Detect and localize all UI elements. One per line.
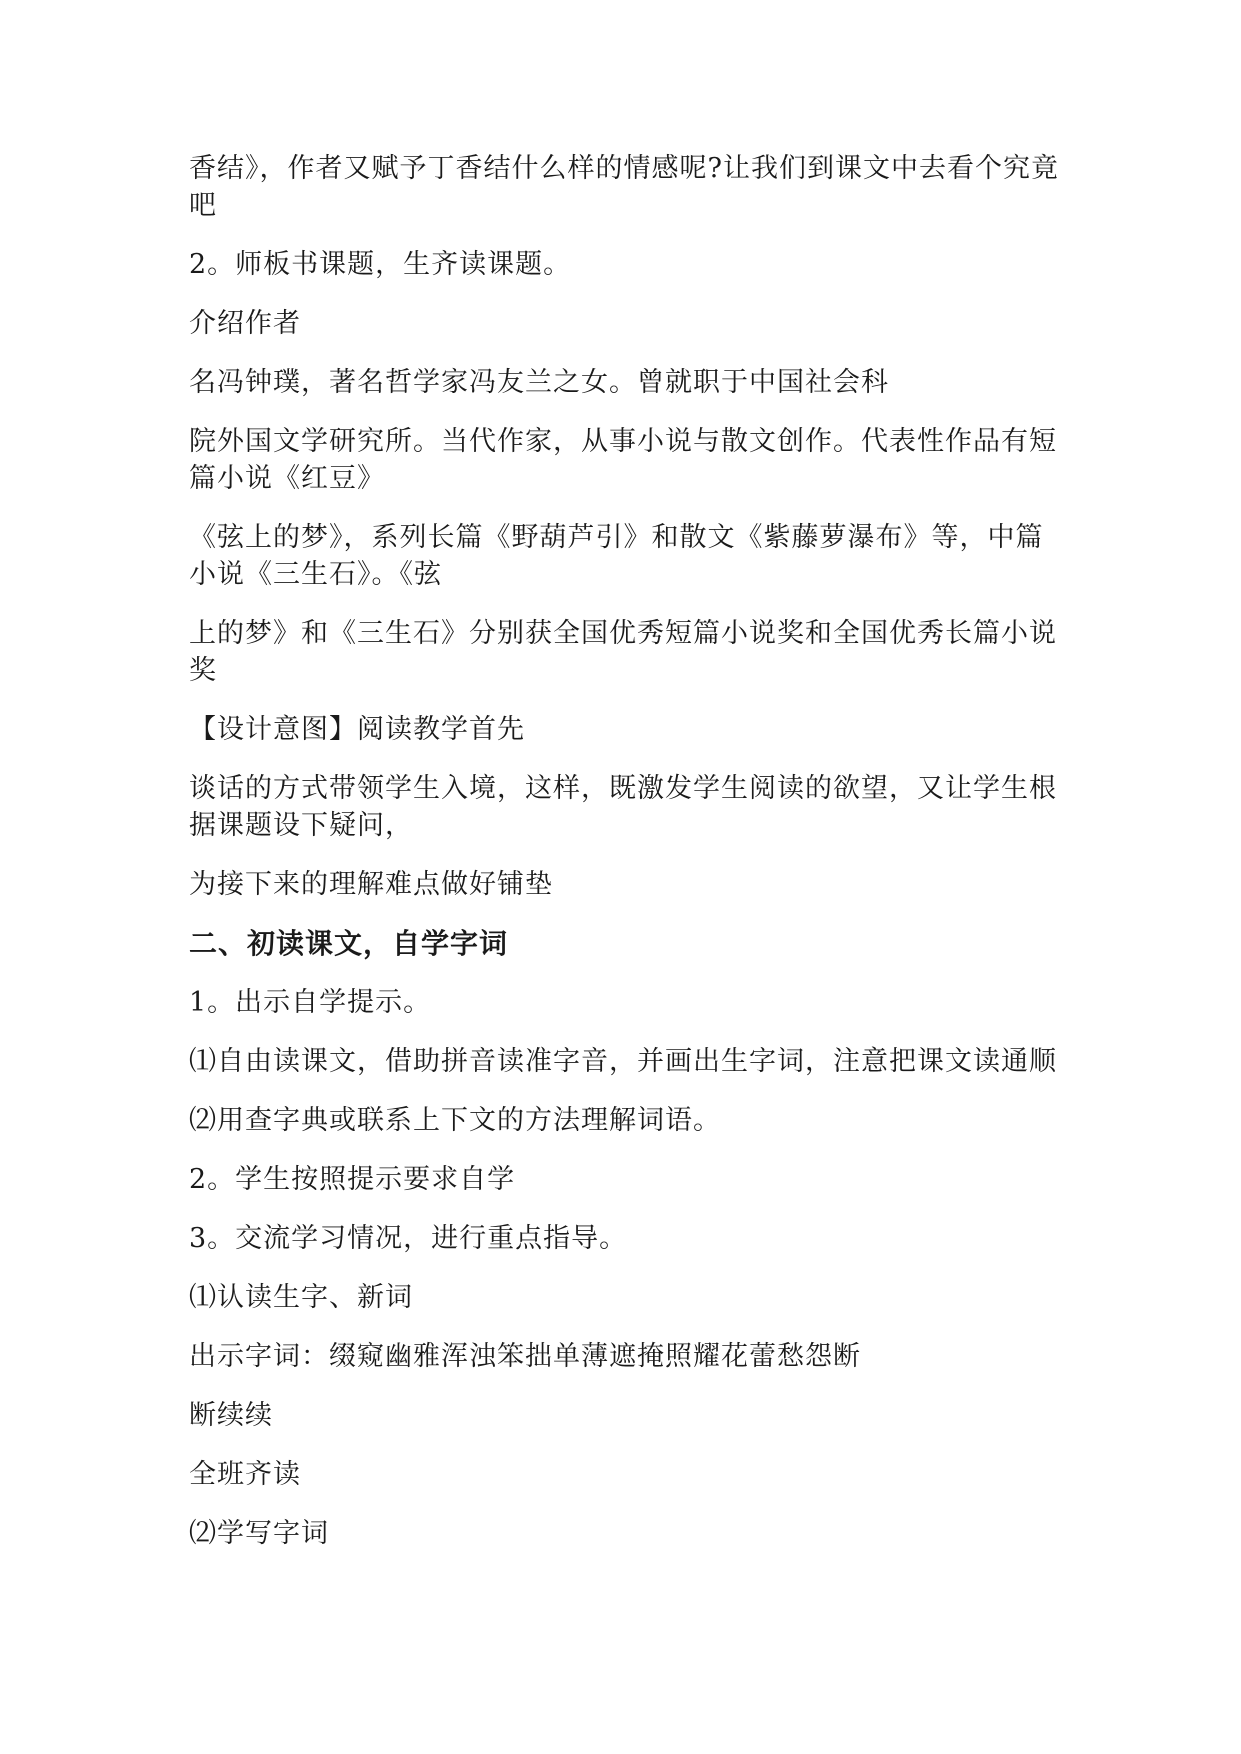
paragraph-tip-1: ⑴自由读课文，借助拼音读准字音，并画出生字词，注意把课文读通顺 [189, 1046, 1057, 1077]
paragraph-author-works: 《弦上的梦》，系列长篇《野葫芦引》和散文《紫藤萝瀑布》等，中篇小说《三生石》。《弦 [189, 522, 1044, 590]
paragraph-substep-1: ⑴认读生字、新词 [189, 1282, 413, 1313]
paragraph-design-intent: 【设计意图】阅读教学首先 [189, 714, 525, 745]
paragraph-class-reading: 全班齐读 [189, 1459, 301, 1490]
paragraph-step-2b: 2。学生按照提示要求自学 [189, 1164, 516, 1195]
paragraph-author-awards: 上的梦》和《三生石》分别获全国优秀短篇小说奖和全国优秀长篇小说奖 [189, 618, 1057, 686]
document-page [189, 150, 1059, 1574]
paragraph-author-name: 名冯钟璞，著名哲学家冯友兰之女。曾就职于中国社会科 [189, 367, 889, 398]
paragraph-design-detail: 谈话的方式带领学生入境，这样，既激发学生阅读的欲望，又让学生根据课题设下疑问， [189, 773, 1057, 841]
paragraph-step-2: 2。师板书课题，生齐读课题。 [189, 249, 572, 280]
paragraph-author-career: 院外国文学研究所。当代作家，从事小说与散文创作。代表性作品有短篇小说《红豆》 [189, 426, 1057, 494]
paragraph-intro-continuation: 香结》，作者又赋予丁香结什么样的情感呢?让我们到课文中去看个究竟吧 [189, 153, 1059, 221]
paragraph-substep-2: ⑵学写字词 [189, 1518, 329, 1549]
paragraph-step-3: 3。交流学习情况，进行重点指导。 [189, 1223, 628, 1254]
paragraph-tip-2: ⑵用查字典或联系上下文的方法理解词语。 [189, 1105, 721, 1136]
paragraph-step-1: 1。出示自学提示。 [189, 987, 432, 1018]
paragraph-author-heading: 介绍作者 [189, 308, 301, 339]
paragraph-word-list-cont: 断续续 [189, 1400, 273, 1431]
paragraph-design-purpose: 为接下来的理解难点做好铺垫 [189, 869, 553, 900]
section-heading-first-reading: 二、初读课文，自学字词 [189, 927, 509, 960]
paragraph-word-list: 出示字词：缀窥幽雅浑浊笨拙单薄遮掩照耀花蕾愁怨断 [189, 1341, 861, 1372]
